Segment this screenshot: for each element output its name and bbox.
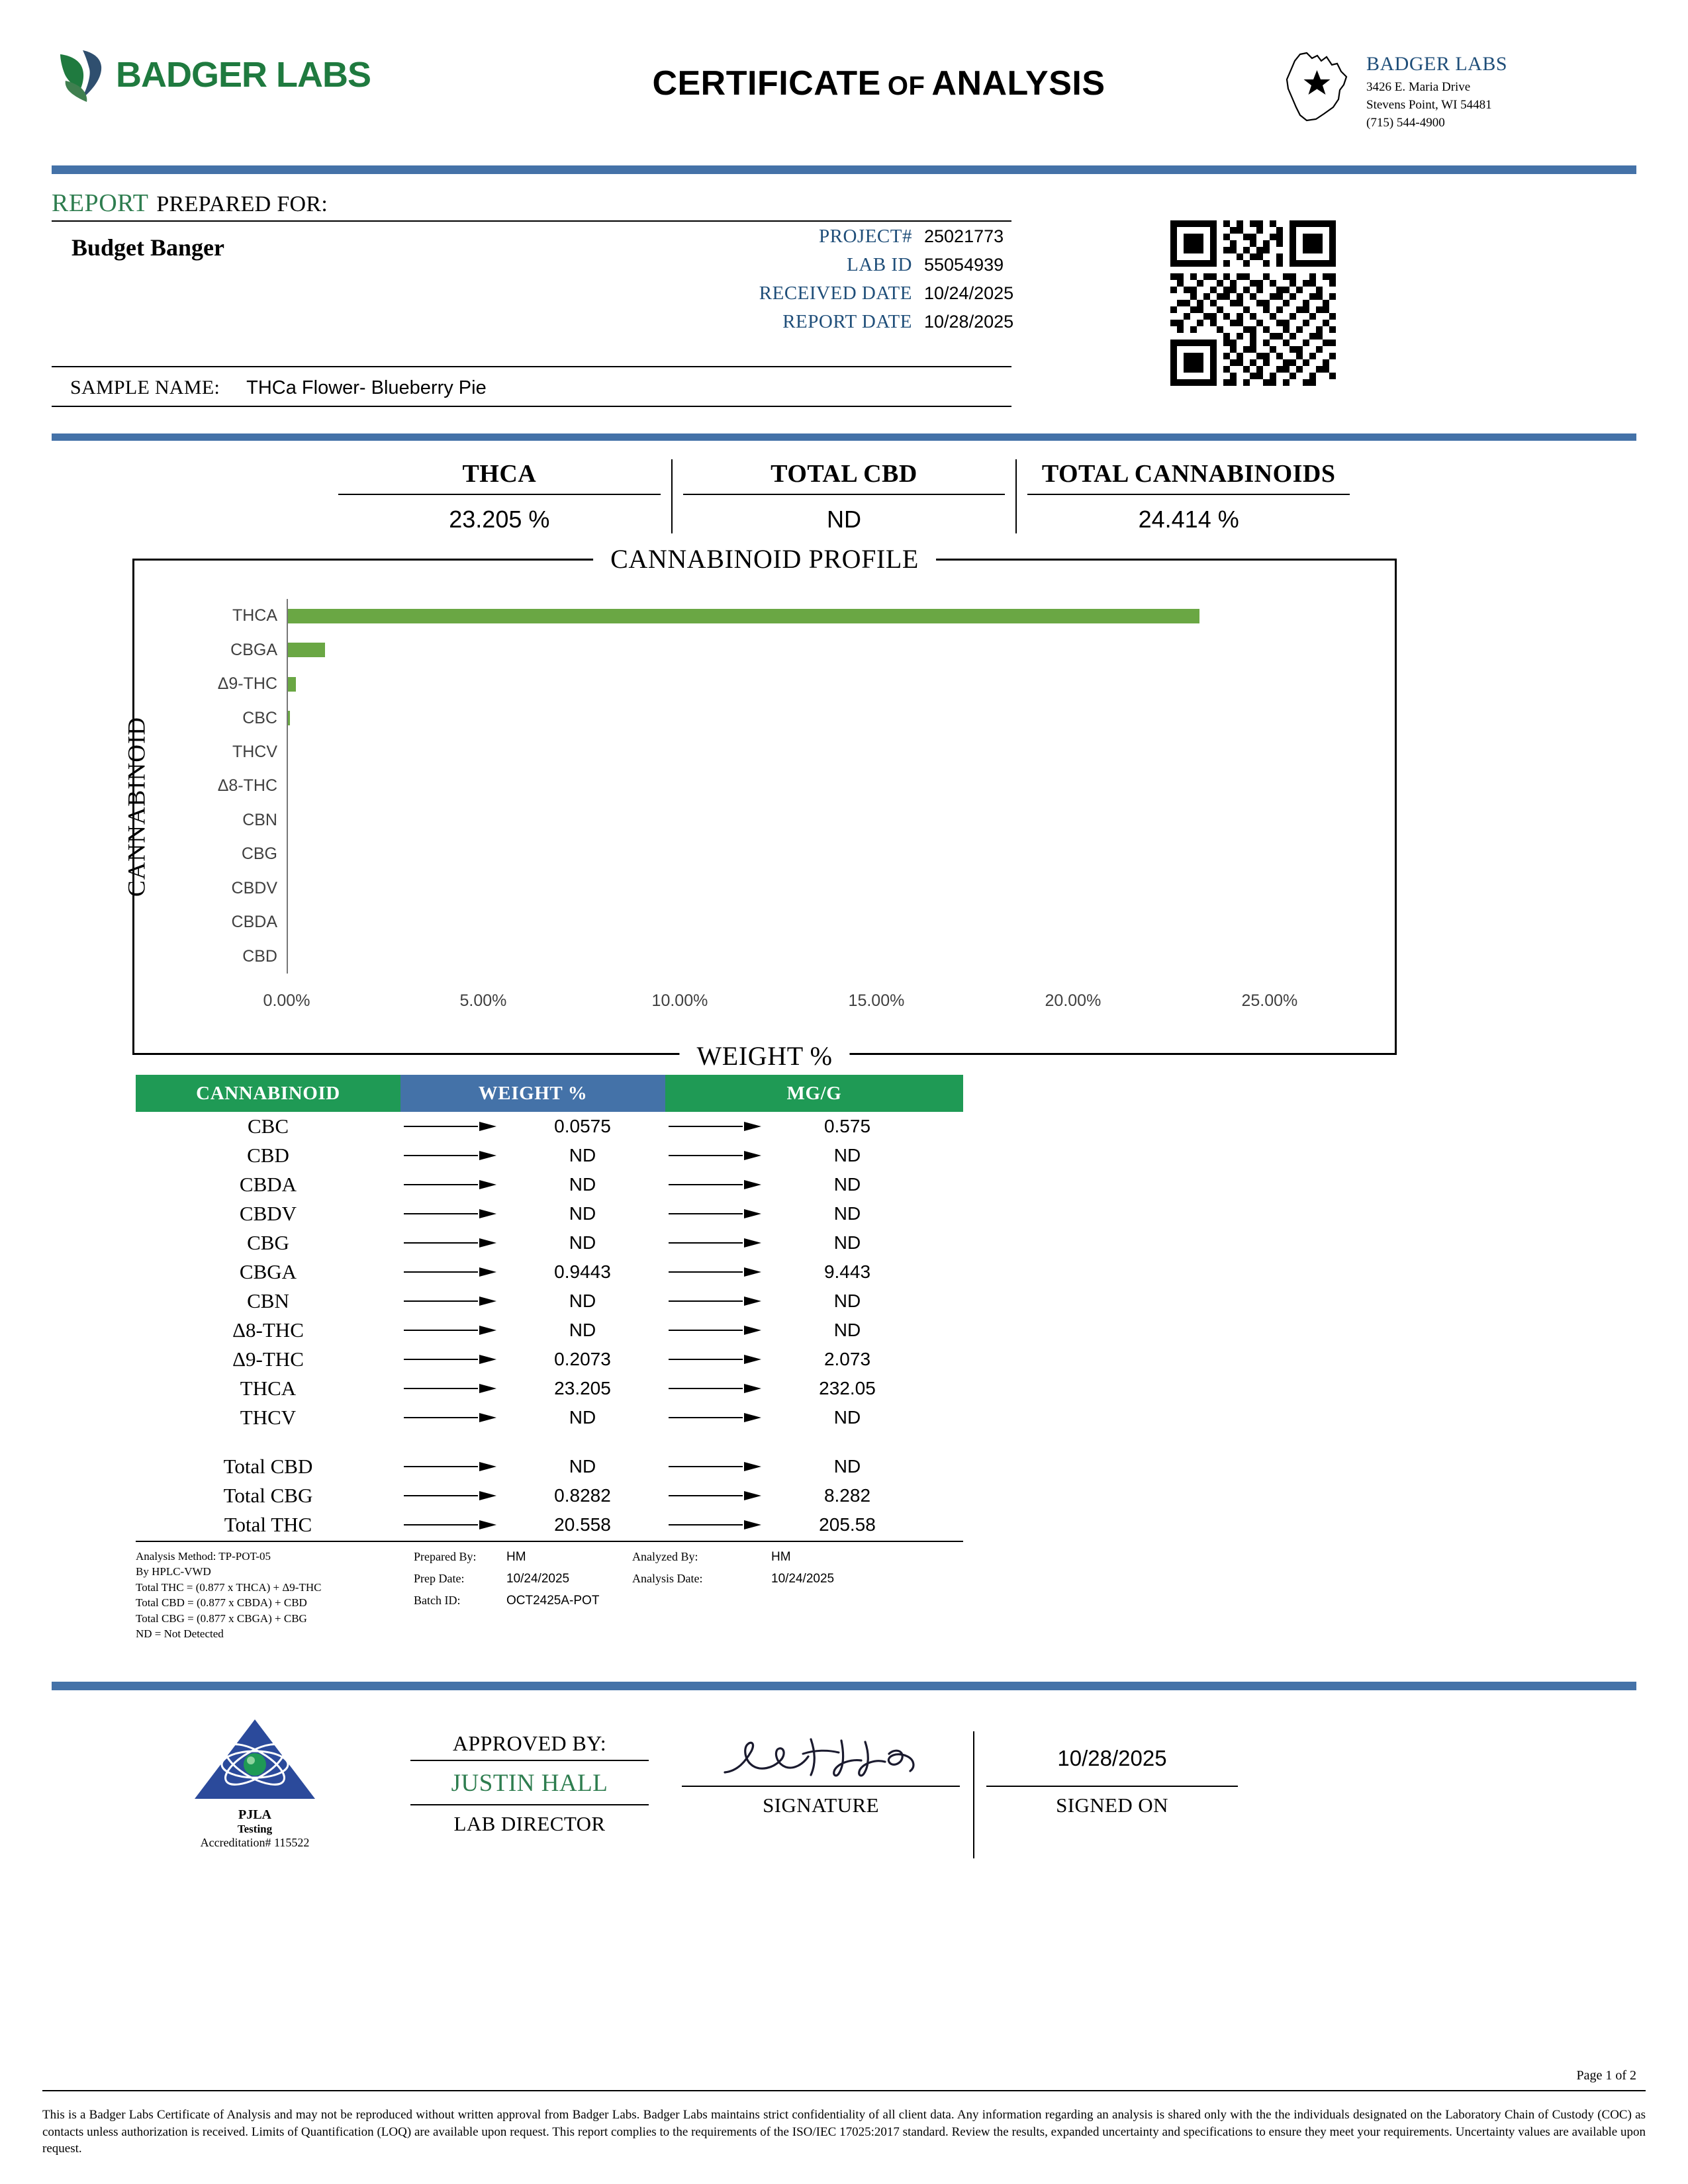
arrow-icon [665,1354,765,1365]
report-date-value: 10/28/2025 [924,312,1014,332]
chart-title: CANNABINOID PROFILE [593,543,936,574]
approval-block [0,1717,1688,1882]
chart-bar-row [230,633,1329,666]
table-row [136,1199,963,1228]
mgg-value: ND [833,1174,861,1195]
lab-address-text [1366,50,1507,132]
brand-name: BADGER LABS [116,55,371,95]
chart-bar [288,677,296,692]
signature-image [682,1731,960,1787]
approval-vertical-divider [973,1731,974,1858]
chart-category-label: CBGA [230,640,277,659]
table-row [136,1112,963,1141]
chart-x-tick: 20.00% [1045,991,1102,1010]
project-number-label: PROJECT# [819,226,912,247]
badger-labs-logo-icon [56,46,104,103]
weight-percent-value: ND [569,1407,596,1428]
arrow-icon [665,1121,765,1132]
analyte-name: CBG [247,1231,289,1254]
prep-date-row [414,1570,632,1588]
chart-category-label: THCA [232,606,277,625]
weight-percent-value: ND [569,1456,596,1477]
weight-percent-value: 20.558 [554,1514,611,1535]
summary-results [328,459,1360,533]
mgg-value: ND [833,1320,861,1340]
disclaimer-text: This is a Badger Labs Certificate of Analysis and may not be reproduced without written approval from Badger Labs. Badger Labs maintains strict confidentiality of all client data. Any information regarding an analysis is shared only with the the individuals designated on the Laboratory Chain of Custody (COC) as contacts unless authorization is received. Limits of Quantification (LOQ) are available upon request. This report complies to the requirements of the ISO/IEC 17025:2017 standard. Review the results, expanded uncertainty and specifications to ensure they meet your requirements. Uncertainty values are available upon request. [42,2108,1646,2156]
summary-head-total-cannabinoids: TOTAL CANNABINOIDS [1027,459,1350,495]
analysis-date-value: 10/24/2025 [771,1572,835,1586]
weight-percent-value: ND [569,1291,596,1311]
results-table-header [136,1075,963,1112]
section-divider [52,433,1636,441]
method-line-5: Total CBG = (0.877 x CBGA) + CBG [136,1612,307,1625]
arrow-icon [665,1412,765,1423]
arrow-icon [665,1383,765,1394]
page-header [0,0,1688,165]
lab-address-line2: Stevens Point, WI 54481 [1366,97,1492,112]
arrow-icon [400,1267,500,1277]
prep-info [414,1549,632,1642]
prepared-by-row [414,1549,632,1566]
signed-on-column [986,1731,1238,1817]
weight-percent-value: ND [569,1203,596,1224]
chart-bar-row [242,701,1329,735]
method-notes [136,1549,414,1642]
column-header-mgg: MG/G [665,1075,963,1112]
summary-value-thca: 23.205 % [449,506,550,533]
table-row [136,1374,963,1403]
arrow-icon [665,1267,765,1277]
arrow-icon [400,1461,500,1472]
mgg-value: 232.05 [819,1378,876,1398]
chart-x-axis-label: WEIGHT % [679,1040,849,1071]
analyte-name: Total CBG [223,1484,313,1507]
doc-title-of: OF [887,71,925,101]
chart-bar-row [242,939,1329,973]
analyte-name: Total THC [224,1513,312,1536]
table-row [136,1228,963,1257]
prep-date-value: 10/24/2025 [506,1572,570,1586]
footer-rule [42,2090,1646,2091]
lab-id-value: 55054939 [924,255,1004,275]
lab-address-line1: 3426 E. Maria Drive [1366,79,1471,94]
meta-row [687,254,1013,276]
arrow-icon [400,1325,500,1336]
mgg-value: 2.073 [823,1349,871,1369]
report-meta-table [687,226,1013,340]
batch-id-label: Batch ID: [414,1594,461,1608]
approver-name: JUSTIN HALL [410,1761,649,1805]
chart-bar [288,643,325,657]
weight-percent-value: 0.9443 [554,1261,611,1282]
summary-head-total-cbd: TOTAL CBD [683,459,1006,495]
table-row-total [136,1510,963,1539]
analyte-name: Δ8-THC [232,1318,304,1342]
received-date-value: 10/24/2025 [924,283,1014,303]
arrow-icon [400,1490,500,1501]
arrow-icon [400,1383,500,1394]
mgg-value: 9.443 [823,1261,871,1282]
summary-cell-total-cannabinoids [1015,459,1360,533]
mgg-value: ND [833,1456,861,1477]
arrow-icon [665,1208,765,1219]
sample-name-label: SAMPLE NAME: [70,377,220,398]
table-row [136,1316,963,1345]
chart-bar-row [241,837,1329,871]
column-header-weight: WEIGHT % [400,1075,665,1112]
chart-x-tick: 0.00% [263,991,310,1010]
qr-code-icon[interactable] [1170,220,1336,386]
page-number: Page 1 of 2 [1576,2068,1636,2083]
arrow-icon [400,1150,500,1161]
arrow-icon [400,1354,500,1365]
arrow-icon [400,1208,500,1219]
arrow-icon [665,1150,765,1161]
table-row-total [136,1452,963,1481]
table-row [136,1141,963,1170]
analyte-name: CBDA [239,1173,297,1196]
prepared-by-label: Prepared By: [414,1550,477,1563]
approved-by-column [410,1731,649,1836]
chart-plot-area [217,599,1329,974]
prepared-by-value: HM [506,1550,526,1564]
mgg-value: ND [833,1232,861,1253]
chart-category-label: CBDV [231,878,277,897]
received-date-label: RECEIVED DATE [759,283,912,304]
arrow-icon [400,1412,500,1423]
analyzed-by-label: Analyzed By: [632,1550,698,1563]
mgg-value: ND [833,1291,861,1311]
pjla-sub: Testing [237,1822,273,1835]
method-line-1: Analysis Method: TP-POT-05 [136,1550,271,1563]
analyzed-by-value: HM [771,1550,791,1564]
report-prepared-for-heading [52,189,1011,222]
report-date-label: REPORT DATE [782,311,912,332]
meta-row [687,283,1013,304]
weight-percent-value: ND [569,1320,596,1340]
arrow-icon [665,1238,765,1248]
analysis-date-label: Analysis Date: [632,1572,703,1586]
chart-bar-row [232,735,1329,769]
doc-title-end: ANALYSIS [931,64,1105,103]
analyte-name: THCA [240,1377,297,1400]
signature-label: SIGNATURE [763,1793,879,1817]
analyte-name: THCV [240,1406,297,1429]
weight-percent-value: 0.8282 [554,1485,611,1506]
lab-phone: (715) 544-4900 [1366,115,1445,130]
pjla-name: PJLA [238,1807,271,1822]
mgg-value: ND [833,1407,861,1428]
method-line-3: Total THC = (0.877 x THCA) + Δ9-THC [136,1580,322,1594]
chart-category-label: CBDA [231,913,277,932]
wisconsin-state-icon [1278,50,1357,126]
chart-bar-row [232,599,1329,633]
chart-category-label: CBC [242,708,277,727]
client-name: Budget Banger [71,234,225,261]
chart-category-label: Δ8-THC [217,776,277,796]
analyte-name: CBGA [239,1260,297,1283]
chart-category-label: CBD [242,946,277,966]
method-line-2: By HPLC-VWD [136,1565,211,1578]
chart-y-axis-label: CANNABINOID [123,716,151,897]
meta-row [687,226,1013,248]
table-row [136,1170,963,1199]
lab-name: BADGER LABS [1366,53,1508,75]
arrow-icon [400,1296,500,1306]
doc-title-main: CERTIFICATE [652,64,881,103]
arrow-icon [400,1238,500,1248]
summary-cell-total-cbd [671,459,1016,533]
footer-divider [52,1682,1636,1690]
approved-by-label: APPROVED BY: [410,1731,649,1761]
report-info-block [52,189,1636,433]
meta-row [687,311,1013,333]
signature-column [682,1731,960,1817]
table-row [136,1287,963,1316]
column-header-cannabinoid: CANNABINOID [136,1075,400,1112]
mgg-value: ND [833,1203,861,1224]
chart-category-label: Δ9-THC [217,674,277,694]
chart-x-tick: 5.00% [459,991,507,1010]
analyte-name: CBC [247,1115,289,1138]
arrow-icon [400,1520,500,1530]
report-word: REPORT [52,189,149,217]
arrow-icon [400,1121,500,1132]
chart-bar-row [231,905,1329,939]
sample-name-row [52,366,1011,407]
summary-head-thca: THCA [338,459,661,495]
analysis-info [632,1549,910,1642]
analyzed-by-row [632,1549,910,1566]
arrow-icon [665,1179,765,1190]
chart-x-tick: 25.00% [1241,991,1298,1010]
mgg-value: 0.575 [823,1116,871,1136]
sample-name-value: THCa Flower- Blueberry Pie [246,377,487,398]
weight-percent-value: ND [569,1174,596,1195]
arrow-icon [665,1520,765,1530]
chart-x-tick: 10.00% [651,991,708,1010]
chart-bar-row [217,667,1329,701]
summary-value-total-cannabinoids: 24.414 % [1138,506,1239,533]
signed-on-label: SIGNED ON [1056,1793,1168,1817]
chart-x-axis [263,991,1329,1010]
table-row-total [136,1481,963,1510]
chart-category-label: CBG [241,844,277,864]
arrow-icon [400,1179,500,1190]
weight-percent-value: 0.2073 [554,1349,611,1369]
pjla-accreditation-block [165,1717,344,1850]
chart-bar [288,609,1199,623]
project-number-value: 25021773 [924,226,1004,246]
prep-date-label: Prep Date: [414,1572,465,1586]
method-notes-block [136,1549,996,1642]
chart-category-label: THCV [232,742,277,761]
table-row [136,1403,963,1432]
method-line-4: Total CBD = (0.877 x CBDA) + CBD [136,1596,307,1610]
pjla-accreditation-number: Accreditation# 115522 [200,1835,310,1849]
pjla-logo-icon [192,1794,318,1805]
weight-percent-value: ND [569,1232,596,1253]
method-line-6: ND = Not Detected [136,1627,224,1641]
arrow-icon [665,1296,765,1306]
header-divider [52,165,1636,174]
lab-director-label: LAB DIRECTOR [453,1811,606,1835]
analyte-name: Total CBD [223,1455,313,1478]
analyte-name: CBN [247,1289,289,1312]
mgg-value: 205.58 [819,1514,876,1535]
analyte-name: CBD [247,1144,289,1167]
chart-bar-row [242,803,1329,837]
arrow-icon [665,1461,765,1472]
mgg-value: 8.282 [823,1485,871,1506]
cannabinoid-profile-chart [123,544,1397,1071]
chart-category-label: CBN [242,810,277,829]
arrow-icon [665,1490,765,1501]
mgg-value: ND [833,1145,861,1165]
prepared-for-label: PREPARED FOR: [156,192,328,216]
batch-id-row [414,1592,632,1610]
page-title [480,46,1278,103]
brand-block [56,46,480,103]
weight-percent-value: 23.205 [554,1378,611,1398]
results-table [136,1075,963,1542]
batch-id-value: OCT2425A-POT [506,1594,600,1608]
table-row [136,1345,963,1374]
weight-percent-value: ND [569,1145,596,1165]
analyte-name: Δ9-THC [232,1347,304,1371]
signed-date: 10/28/2025 [986,1731,1238,1787]
chart-x-tick: 15.00% [848,991,905,1010]
lab-address-block [1278,46,1622,132]
arrow-icon [665,1325,765,1336]
summary-cell-thca [328,459,671,533]
lab-id-label: LAB ID [847,254,912,275]
chart-bar-row [231,872,1329,905]
weight-percent-value: 0.0575 [554,1116,611,1136]
table-row [136,1257,963,1287]
chart-bar [288,711,290,725]
summary-value-total-cbd: ND [827,506,861,533]
analysis-date-row [632,1570,910,1588]
analyte-name: CBDV [239,1202,297,1225]
chart-bar-row [217,769,1329,803]
